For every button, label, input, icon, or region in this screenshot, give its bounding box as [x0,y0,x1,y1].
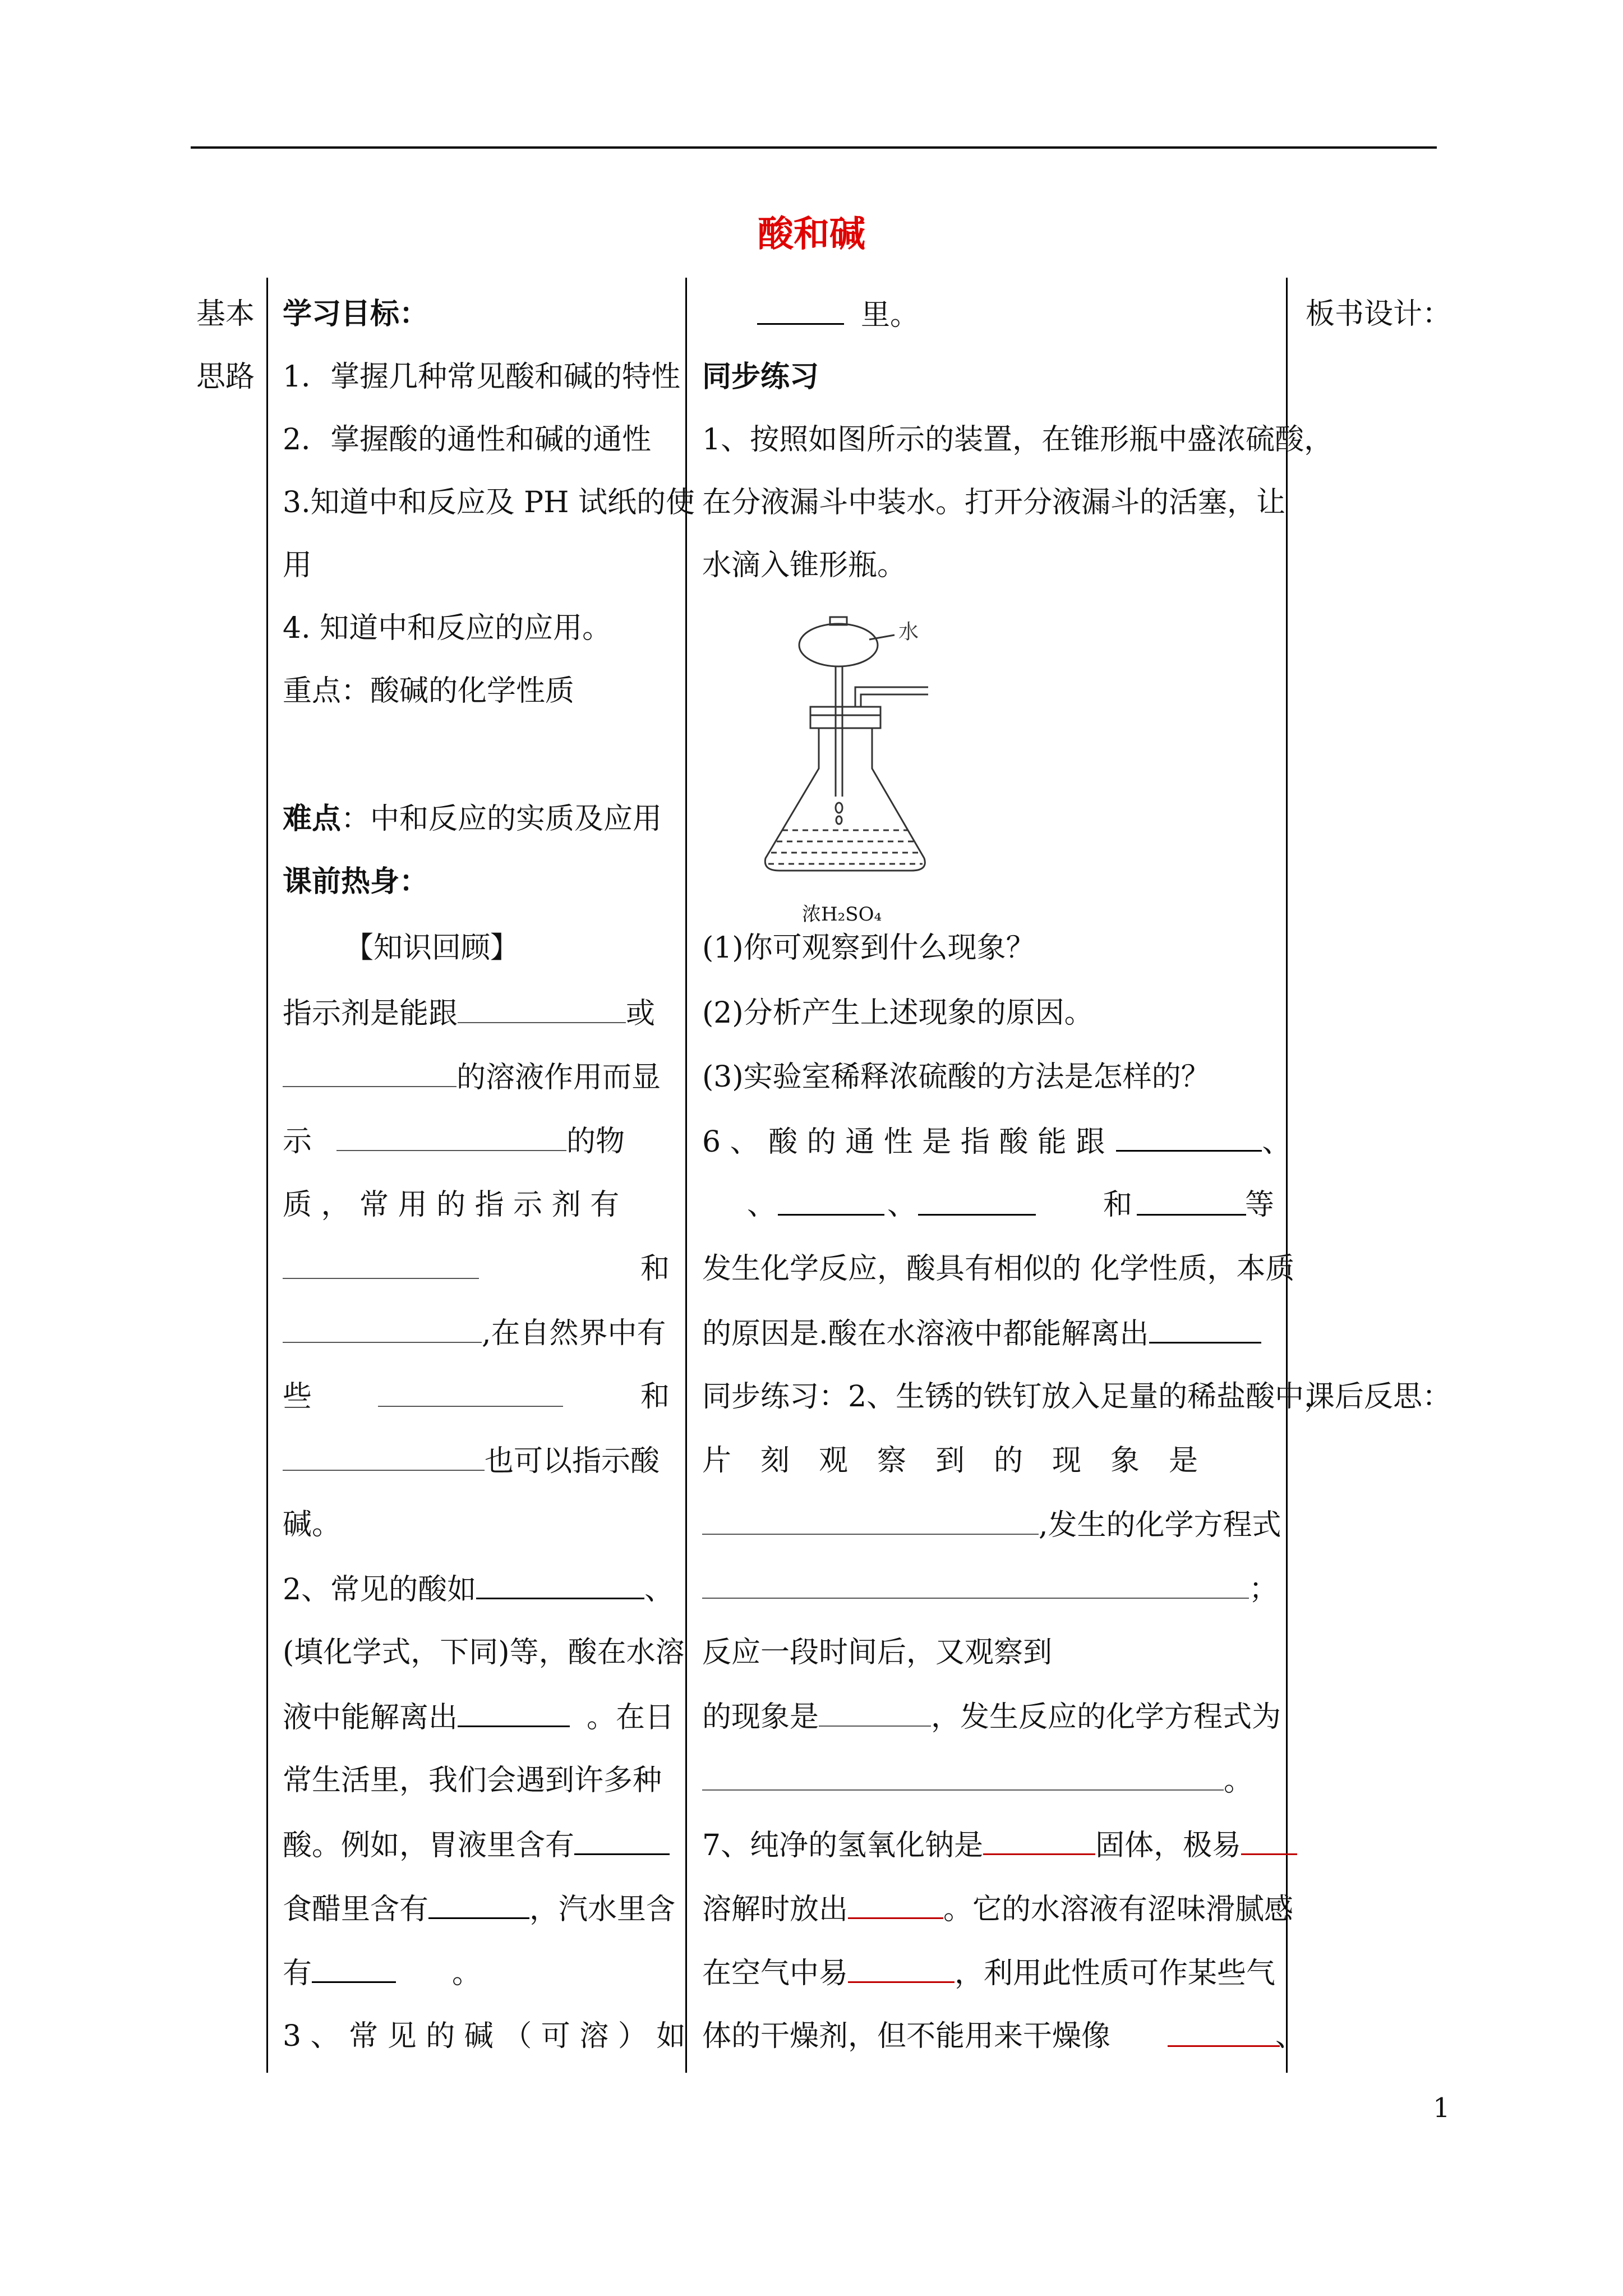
blank[interactable] [757,296,844,325]
p1-line-e [283,1251,670,1287]
blank[interactable] [476,1571,644,1599]
board-design: 板书设计： [1306,297,1452,331]
q7-line-b [702,1890,1293,1927]
after-class-reflection: 课后反思： [1306,1380,1452,1414]
text: 6 、 酸 的 通 性 是 指 酸 能 跟 [702,1125,1105,1159]
q1-sub-3: (3)实验室稀释浓硫酸的方法是怎样的？ [702,1060,1210,1094]
text: 的物 [566,1125,625,1158]
p1-line-i: 碱。 [283,1508,342,1542]
text: 和 [640,1380,670,1414]
blank[interactable] [702,1507,1039,1535]
blank[interactable] [819,1699,931,1727]
p2-line-a [283,1571,674,1608]
objective-3: 3.知道中和反应及 PH 试纸的使 [283,486,695,519]
p1-line-b [283,1059,661,1096]
text: 。 [452,1957,482,1990]
blank[interactable] [428,1890,529,1919]
row-label-1: 基本 [196,297,255,331]
difficulty-text: ：中和反应的实质及应用 [341,802,662,836]
p2-line-e [283,1826,670,1864]
text: ，利用此性质可作某些气 [955,1957,1276,1990]
text: 2、常见的酸如 [283,1573,477,1607]
text: 在空气中易 [702,1957,849,1990]
p2-line-c [283,1699,674,1736]
q6-line-c: 发生化学反应，酸具有相似的 化学性质，本质 [702,1252,1295,1286]
review-heading: 【知识回顾】 [344,931,520,965]
difficulty [283,801,662,837]
text: 、 [1262,1125,1292,1159]
text: 。 [1224,1764,1253,1798]
p1-line-a [283,995,655,1032]
q2-line-d [702,1571,1278,1607]
q2-line-g [702,1763,1253,1799]
text: ； [1249,1572,1279,1606]
text: 。在日 [587,1701,675,1734]
blank[interactable] [283,1251,479,1279]
p2-line-b: (填化学式，下同)等，酸在水溶 [283,1636,685,1669]
funnel-bulb [799,624,878,666]
blank[interactable] [574,1826,670,1855]
text: 指示剂是能跟 [283,997,458,1030]
text: 和 [640,1252,670,1286]
text: 或 [626,997,656,1030]
objective-4: 4. 知道中和反应的应用。 [283,611,612,645]
row-label-2: 思路 [196,360,255,394]
text: 溶解时放出 [702,1893,849,1926]
blank[interactable] [336,1123,566,1151]
text: 液中能解离出 [283,1701,458,1734]
page-title: 酸和碱 [758,213,865,255]
blank[interactable] [778,1187,884,1216]
blank[interactable] [848,1890,943,1919]
text: ，汽水里含 [529,1893,676,1926]
blank[interactable] [848,1954,955,1983]
text: 和 [1103,1188,1133,1222]
text: 。它的水溶液有涩味滑腻感 [943,1893,1294,1926]
text: 、 [747,1188,777,1222]
text: 的原因是.酸在水溶液中都能解离出 [702,1317,1149,1351]
text: 里。 [861,298,920,332]
flask-body [765,728,925,871]
sync-heading: 同步练习 [702,360,819,394]
text: 些 [283,1380,312,1414]
p1-line-f [283,1315,666,1351]
text: ,发生的化学方程式 [1039,1508,1281,1542]
warmup-heading: 课前热身： [283,864,429,899]
p1-line-h [283,1443,660,1479]
flask-stopper [810,707,880,728]
blank[interactable] [283,1443,485,1471]
objective-2: 2．掌握酸的通性和碱的通性 [283,423,652,457]
objectives-heading: 学习目标： [283,297,429,331]
blank[interactable] [378,1379,563,1407]
blank[interactable] [983,1826,1095,1855]
blank[interactable] [1149,1315,1261,1343]
p1-line-c [283,1123,625,1159]
text: 固体，极易 [1095,1829,1242,1862]
q2-line-b: 片 刻 观 察 到 的 现 象 是 [702,1444,1198,1478]
acid-label: 浓H₂SO₄ [802,903,882,926]
text: 有 [283,1957,312,1990]
blank[interactable] [458,995,626,1023]
text: 食醋里含有 [283,1893,429,1926]
text: 示 [283,1125,312,1158]
q1-sub-2: (2)分析产生上述现象的原因。 [702,996,1094,1030]
blank[interactable] [918,1187,1036,1216]
blank[interactable] [1168,2018,1280,2047]
q6-line-a [702,1123,1291,1160]
q7-line-c [702,1954,1275,1991]
blank[interactable] [1116,1123,1262,1152]
text: 、 [644,1573,674,1607]
key-point [283,673,574,709]
c3-top [757,296,919,333]
q7-line-a [702,1826,1297,1864]
q7-line-d [702,2018,1305,2054]
text: 的现象是 [702,1700,819,1734]
text: 体的干燥剂，但不能用来干燥像 [702,2019,1111,2053]
blank[interactable] [1241,1826,1297,1855]
q1-line-c: 水滴入锥形瓶。 [702,549,907,582]
text: 酸。例如，胃液里含有 [283,1829,575,1862]
table-divider-2 [685,278,687,2073]
text: ,在自然界中有 [482,1317,666,1350]
q2-line-f [702,1699,1281,1735]
side-tube [855,687,928,707]
p1-line-d: 质 ， 常 用 的 指 示 剂 有 [283,1188,620,1222]
key-text: ：酸碱的化学性质 [341,674,575,708]
text: 的溶液作用而显 [457,1061,661,1094]
blank[interactable] [702,1571,1249,1599]
flask-figure [757,611,942,892]
q2-line-a: 同步练习：2、生锈的铁钉放入足量的稀盐酸中， [702,1380,1334,1414]
table-divider-1 [266,278,268,2073]
difficulty-label: 难点 [283,802,342,836]
text: 也可以指示酸 [485,1444,660,1478]
p2-line-g [283,1954,481,1991]
blank[interactable] [283,1315,482,1343]
blank[interactable] [312,1954,396,1983]
page-number: 1 [1433,2092,1450,2124]
text: 、 [887,1188,917,1222]
p2-line-f [283,1890,675,1927]
q2-line-c [702,1507,1281,1543]
objective-3-cont: 用 [283,549,312,582]
water-drop [836,803,842,813]
blank[interactable] [702,1763,1224,1791]
p2-line-d: 常生活里，我们会遇到许多种 [283,1764,662,1797]
q1-line-b: 在分液漏斗中装水。打开分液漏斗的活塞，让 [702,486,1286,519]
table-divider-3 [1286,278,1288,2073]
q1-line-a: 1、按照如图所示的装置，在锥形瓶中盛浓硫酸， [702,423,1334,457]
blank[interactable] [1137,1187,1246,1216]
text: 7、纯净的氢氧化钠是 [702,1829,984,1862]
p1-line-g [283,1379,670,1415]
q6-line-d [702,1315,1261,1352]
p3-line: 3 、 常 见 的 碱 （ 可 溶 ） 如 [283,2019,686,2053]
blank[interactable] [283,1059,457,1087]
header-rule [191,146,1437,149]
water-label: 水 [898,620,919,643]
key-label: 重点 [283,674,342,708]
q1-sub-1: (1)你可观察到什么现象？ [702,931,1035,965]
text: ，发生反应的化学方程式为 [931,1700,1281,1734]
text: 、 [1275,2019,1305,2053]
objective-1: 1．掌握几种常见酸和碱的特性 [283,360,681,394]
blank[interactable] [458,1699,570,1727]
text: 等 [1244,1188,1274,1222]
q2-line-e: 反应一段时间后，又观察到 [702,1636,1053,1669]
